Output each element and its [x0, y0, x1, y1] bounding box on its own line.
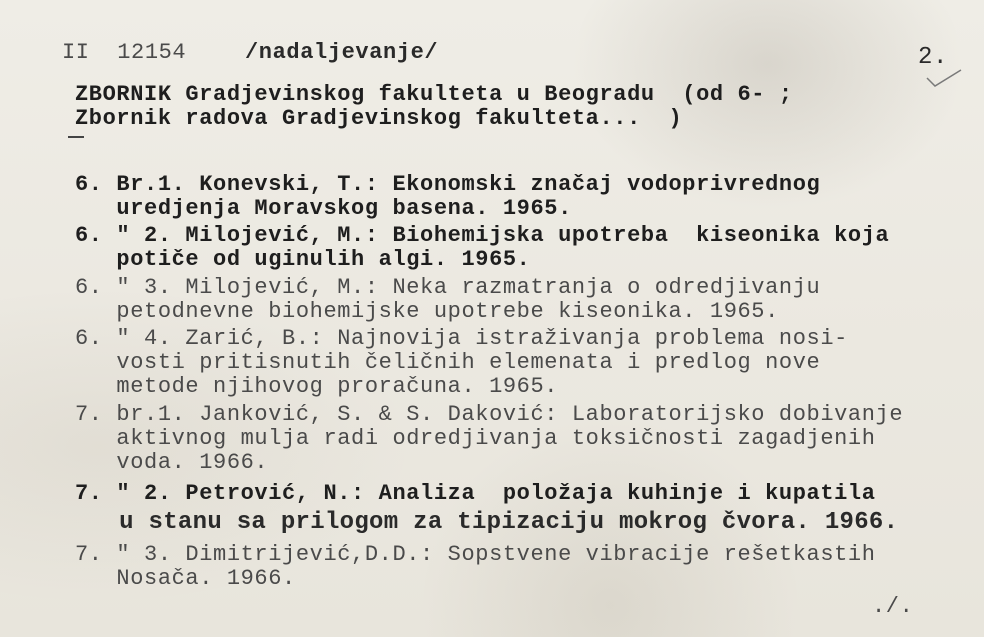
- entry-line: potiče od uginulih algi. 1965.: [75, 247, 531, 272]
- entry-line: vosti pritisnutih čeličnih elemenata i predlog nove: [75, 350, 821, 375]
- title-line: Zbornik radova Gradjevinskog fakulteta... ): [75, 106, 683, 131]
- entry-line: 7. br.1. Janković, S. & S. Daković: Laboratorijsko dobivanje: [75, 402, 904, 427]
- entry-line: 7. " 2. Petrović, N.: Analiza položaja kuhinje i kupatila: [75, 481, 876, 506]
- reference-number: II 12154: [62, 40, 187, 65]
- entry-line: uredjenja Moravskog basena. 1965.: [75, 196, 572, 221]
- entry-line: 6. " 2. Milojević, M.: Biohemijska upotreba kiseonika koja: [75, 223, 890, 248]
- entry-line: petodnevne biohemijske upotrebe kiseonika. 1965.: [75, 299, 779, 324]
- page-number: 2.: [918, 44, 949, 71]
- entry-line: u stanu sa prilogom za tipizaciju mokrog čvora. 1966.: [75, 509, 899, 536]
- continues-mark: ./.: [872, 594, 914, 619]
- title-line: ZBORNIK Gradjevinskog fakulteta u Beogradu (od 6- ;: [75, 82, 793, 107]
- entry-line: aktivnog mulja radi odredjivanja toksičnosti zagadjenih: [75, 426, 876, 451]
- entry-line: Nosača. 1966.: [75, 566, 296, 591]
- entry-line: 6. " 4. Zarić, B.: Najnovija istraživanja problema nosi-: [75, 326, 848, 351]
- entry-line: 6. " 3. Milojević, M.: Neka razmatranja o odredjivanju: [75, 275, 821, 300]
- entry-line: 6. Br.1. Konevski, T.: Ekonomski značaj vodoprivrednog: [75, 172, 821, 197]
- underline-mark: [68, 136, 84, 138]
- continuation-label: /nadaljevanje/: [245, 40, 439, 65]
- entry-line: metode njihovog proračuna. 1965.: [75, 374, 559, 399]
- entry-line: 7. " 3. Dimitrijević,D.D.: Sopstvene vibracije rešetkastih: [75, 542, 876, 567]
- entry-line: voda. 1966.: [75, 450, 269, 475]
- checkmark-icon: [925, 68, 965, 90]
